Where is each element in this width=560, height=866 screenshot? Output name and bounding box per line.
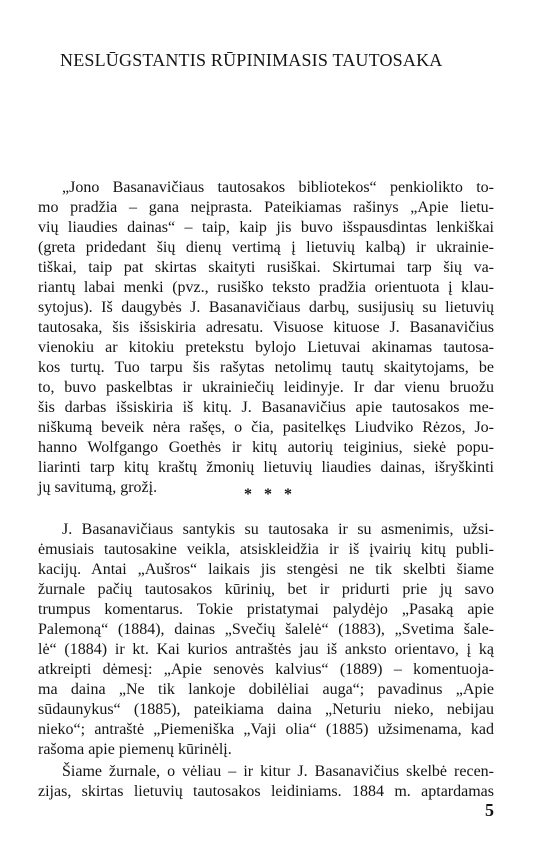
paragraph-2-line: J. Basanavičiaus santykis su tautosaka ir su asmenimis, užsi- [62, 521, 494, 538]
page-number: 5 [485, 800, 494, 820]
paragraph-1-line: kos turtų. Tuo tarpu šis rašytas netolimų tautų skaitytojams, be [38, 359, 494, 376]
paragraph-1-line: hanno Wolfgango Goethės ir kitų autorių teiginius, siekė popu- [38, 439, 494, 456]
paragraph-2-line: ėmusiais tautosakine veikla, atsiskleidžia ir iš įvairių kitų publi- [38, 541, 494, 558]
paragraph-1-line: vių liaudies dainas“ – taip, kaip jis buvo išspausdintas lenkiškai [38, 219, 494, 236]
paragraph-2-line: kacijų. Antai „Aušros“ laikais jis stengėsi ne tik skelbti šiame [38, 561, 494, 578]
paragraph-2-line: žurnale pačių tautosakos kūrinių, bet ir pridurti prie jų savo [38, 581, 494, 598]
paragraph-2-line: rašoma apie piemenų kūrinėlį. [38, 741, 232, 758]
paragraph-2-line: nieko“; antraštė „Piemeniška „Vaji olia“ (1885) užsimenama, kad [38, 721, 494, 738]
paragraph-3-line: Šiame žurnale, o vėliau – ir kitur J. Basanavičius skelbė recen- [62, 763, 494, 780]
paragraph-1-line: vienokiu ar kitokiu pretekstu bylojo Lietuvai akinamas tautosa- [38, 339, 494, 356]
paragraph-1-line: jų savitumą, grožį. [38, 479, 158, 496]
running-head: NESLŪGSTANTIS RŪPINIMASIS TAUTOSAKA [60, 50, 443, 70]
paragraph-1-line: mo pradžia – gana neįprasta. Pateikiamas rašinys „Apie lietu- [38, 199, 494, 216]
paragraph-1-line: niškumą beveik nėra rašęs, o čia, pasitelkęs Liudviko Rėzos, Jo- [38, 419, 494, 436]
paragraph-1-line: šis darbas išsiskiria iš kitų. J. Basanavičius apie tautosakos me- [38, 399, 494, 416]
paragraph-1-line: tautosaka, šis išsiskiria adresatu. Visuose kituose J. Basanavičius [38, 319, 494, 336]
paragraph-3-line: zijas, skirtas lietuvių tautosakos leidiniams. 1884 m. aptardamas [38, 783, 494, 800]
paragraph-2-line: trumpus komentarus. Tokie pristatymai palydėjo „Pasaką apie [38, 601, 494, 618]
paragraph-1-line: sytojus). Iš daugybės J. Basanavičiaus darbų, susijusių su lietuvių [38, 299, 494, 316]
paragraph-1-line: (greta pridedant šių dienų vertimą į lietuvių kalbą) ir ukrainie- [38, 239, 494, 256]
paragraph-2-line: lė“ (1884) ir kt. Kai kurios antraštės jau iš anksto orientavo, į ką [38, 641, 494, 658]
paragraph-2-line: sūdaunykus“ (1885), pateikiama daina „Neturiu nieko, nebijau [38, 701, 494, 718]
paragraph-2-line: atkreipti dėmesį: „Apie senovės kalvius“ (1889) – komentuoja- [38, 661, 494, 678]
paragraph-1-line: liarinti tarp kitų kraštų žmonių lietuvių liaudies dainas, išryškinti [38, 459, 494, 476]
section-separator: * * * [244, 486, 296, 503]
paragraph-1-line: tiškai, taip pat skirtas skaityti rusiškai. Skirtumai tarp šių va- [38, 259, 494, 276]
paragraph-2-line: ma daina „Ne tik lankoje dobilėliai auga“; pavadinus „Apie [38, 681, 494, 698]
paragraph-2-line: Palemoną“ (1884), dainas „Svečių šalelė“ (1883), „Svetima šale- [38, 621, 494, 638]
paragraph-1-line: riantų labai menki (pvz., rusiško teksto pradžia orientuota į klau- [38, 279, 494, 296]
paragraph-1-line: to, buvo paskelbtas ir ukrainiečių leidinyje. Ir dar vienu bruožu [38, 379, 494, 396]
paragraph-1-line: „Jono Basanavičiaus tautosakos bibliotekos“ penkiolikto to- [62, 179, 494, 196]
